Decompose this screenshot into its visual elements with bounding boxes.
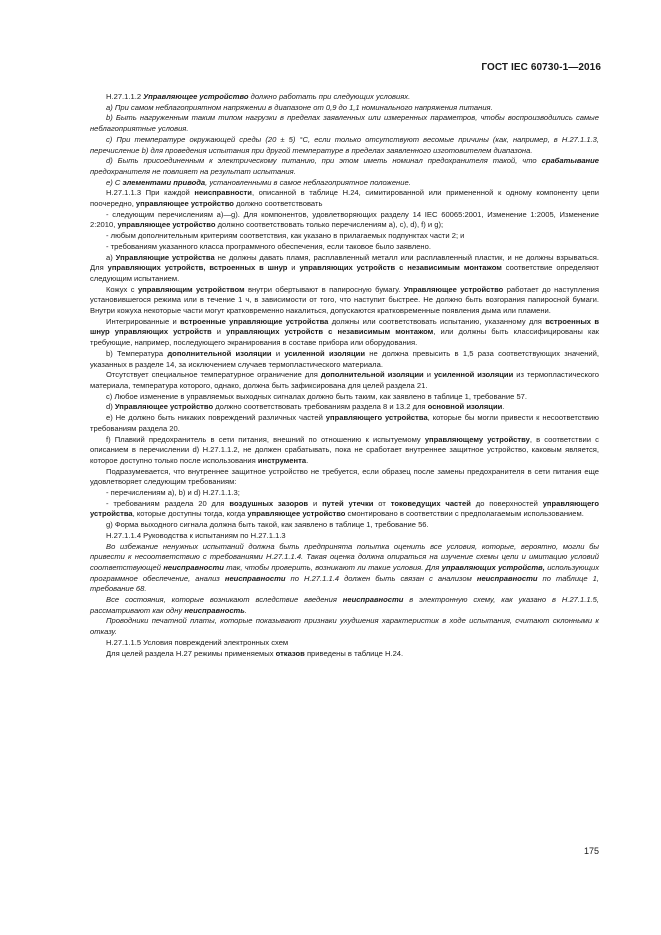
text-run: b) Температура — [106, 348, 168, 358]
text-run: по Н.27.1.1.4 должен быть связан с анализом — [285, 573, 477, 583]
text-run: Проводники печатной платы, которые показывают признаки ухудшения характеристик в ходе испытания, считают склонными к отказу. — [90, 616, 599, 637]
text-run: . — [502, 402, 505, 412]
paragraph — [90, 210, 599, 231]
term-bold: Управляющие устройства — [115, 252, 215, 262]
text-run: приведены в таблице Н.24. — [304, 648, 404, 658]
text-run: от — [373, 498, 391, 508]
text-run: не должны давать пламя, расплавленный металл или расплавленный пластик, и не должны взрываться. Для — [90, 252, 599, 273]
paragraph — [90, 413, 599, 434]
term-bold: инструмента — [257, 455, 307, 465]
text-run: е) Не должно быть никаких повреждений различных частей — [106, 413, 326, 423]
text-run: соответствие определяют следующим испытанием. — [90, 263, 599, 283]
text-run: так, чтобы проверить, возникают ли такие условия. Для — [223, 562, 442, 572]
term-bold: усиленной изоляции — [433, 370, 514, 380]
paragraph — [90, 542, 599, 596]
paragraph — [90, 92, 599, 103]
document-header: ГОСТ IEC 60730-1—2016 — [481, 62, 601, 73]
paragraph — [90, 392, 599, 403]
term-bold: управляющего устройства — [325, 413, 428, 423]
text-run: а) При самом неблагоприятном напряжении в диапазоне от 0,9 до 1,1 номинального напряжения питания. — [106, 102, 493, 112]
term-bold: путей утечки — [322, 498, 374, 508]
term-bold: дополнительной изоляции — [320, 370, 424, 380]
paragraph — [90, 349, 599, 370]
text-run: из термопластического материала, температура которого, однако, должна быть зафиксирована для целей раздела 21. — [90, 370, 599, 390]
term-bold: неисправности — [342, 595, 404, 605]
text-run: Н.27.1.1.2 — [106, 92, 144, 101]
paragraph — [90, 402, 599, 413]
term-bold: Управляющее устройство — [143, 92, 249, 101]
text-run: с) При температуре окружающей среды (20 ± 5) °С, если только отсутствуют весомые причины (как, например, в Н.27.1.1.3, перечисление b) для проведения испытания при другой температуре в пределах заявленного изготовителем диапазона. — [90, 134, 599, 155]
term-bold: отказов — [275, 648, 305, 658]
term-bold: управляющих устройств с независимым монтажом — [299, 263, 502, 273]
term-bold: токоведущих частей — [390, 498, 471, 508]
paragraph — [90, 135, 599, 156]
paragraph — [90, 188, 599, 209]
term-bold: встроенные управляющие устройства — [180, 316, 329, 326]
text-run: Все состояния, которые возникают вследствие введения — [106, 595, 343, 605]
text-run: . — [306, 455, 309, 465]
term-bold: управляющих устройств, — [441, 562, 545, 572]
text-run: . — [244, 605, 247, 615]
text-run: - перечислениям а), b) и d) Н.27.1.1.3; — [106, 488, 240, 498]
text-run: , установленными в самое неблагоприятное положение. — [205, 177, 411, 187]
term-bold: управляющему устройству — [424, 434, 530, 444]
document-body — [90, 92, 599, 659]
paragraph — [90, 520, 599, 531]
text-run: смонтировано в соответствии с предполагаемым использованием. — [345, 509, 584, 519]
page-number: 175 — [583, 846, 599, 856]
text-run: Н.27.1.1.4 Руководства к испытаниям по Н.27.1.1.3 — [106, 530, 286, 540]
paragraph — [90, 317, 599, 349]
paragraph — [90, 638, 599, 649]
term-bold: неисправности — [476, 573, 538, 583]
paragraph — [90, 242, 599, 253]
term-bold: элементами привода — [122, 177, 206, 187]
text-run: и — [271, 348, 285, 358]
text-run: должны или соответствовать испытанию, указанному для — [328, 316, 546, 326]
text-run: - любым дополнительным критериям соответствия, как указано в прилагаемых подпунктах части 2; и — [106, 231, 465, 241]
text-run: Во избежание ненужных испытаний должна быть предпринята попытка оценить все условия, которые, вероятно, могли бы привести к несоответствию с требованиями Н.27.1.1.4. Такая оценка должна опираться на изучение схемы цепи и имитацию условий соответствующей — [90, 541, 599, 572]
term-bold: срабатывание — [541, 156, 599, 166]
text-run: , описанной в таблице Н.24, симитированной или примененной к одному компоненту цепи поочередно, — [90, 188, 599, 209]
paragraph — [90, 435, 599, 467]
paragraph — [90, 113, 599, 134]
text-run: предохранителя не повлияет на результат испытания. — [90, 166, 296, 176]
text-run: - требованиям раздела 20 для — [106, 498, 230, 508]
text-run: Подразумевается, что внутреннее защитное устройство не требуется, если образец после замены предохранителя в сети питания еще удовлетворяет следующим требованиям: — [90, 466, 599, 487]
term-bold: неисправность — [184, 605, 245, 615]
paragraph — [90, 285, 599, 317]
paragraph — [90, 616, 599, 637]
term-bold: дополнительной изоляции — [167, 348, 272, 358]
text-run: не должна превысить в 1,5 раза соответствующих значений, указанных в разделе 14, за исключением случаев термопластического материала. — [90, 348, 599, 369]
text-run: должно соответствовать только перечислениям а), с), d), f) и g); — [215, 220, 444, 230]
text-run: Отсутствует специальное температурное ограничение для — [106, 370, 321, 380]
text-run: по таблице 1, требование 68. — [90, 573, 599, 594]
text-run: в электронную схему, как указано в Н.27.1.1.5, рассматривают как одну — [90, 595, 600, 615]
text-run: использующих программное обеспечение, анализ — [90, 562, 599, 583]
paragraph — [90, 467, 599, 488]
text-run: а) — [106, 252, 116, 262]
paragraph — [90, 531, 599, 542]
term-bold: основной изоляции — [427, 402, 503, 412]
paragraph — [90, 253, 599, 285]
text-run: Н.27.1.1.5 Условия повреждений электронных схем — [106, 637, 289, 647]
text-run: и — [287, 263, 300, 273]
paragraph — [90, 649, 599, 660]
paragraph — [90, 231, 599, 242]
text-run: и — [211, 327, 227, 337]
term-bold: неисправности — [163, 562, 224, 572]
text-run: f) Плавкий предохранитель в сети питания, внешний по отношению к испытуемому — [106, 434, 425, 444]
text-run: , которые доступны тогда, когда — [132, 509, 248, 519]
text-run: и — [423, 370, 434, 380]
text-run: е) С — [106, 177, 123, 187]
paragraph — [90, 499, 599, 520]
term-bold: Управляющее устройство — [114, 402, 214, 412]
text-run: , или должны быть классифицированы как требующие, например, последующего экранирования в составе прибора или оборудования. — [90, 327, 600, 348]
paragraph — [90, 103, 599, 114]
text-run: внутри обертывают в папиросную бумагу. — [244, 284, 404, 294]
term-bold: управляющим устройством — [137, 284, 245, 294]
text-run: b) Быть нагруженным таким типом нагрузки в пределах заявленных или измеренных параметров, чтобы воспроизводились самые неблагоприятные условия. — [90, 113, 599, 134]
term-bold: управляющее устройство — [247, 509, 346, 519]
term-bold: встроенных в шнур управляющих устройств — [90, 316, 599, 337]
paragraph — [90, 595, 599, 616]
paragraph — [90, 488, 599, 499]
text-run: и — [308, 498, 323, 508]
text-run: Для целей раздела Н.27 режимы применяемых — [106, 648, 276, 658]
term-bold: управляющее устройство — [117, 220, 216, 230]
term-bold: Управляющее устройство — [403, 284, 504, 294]
paragraph — [90, 156, 599, 177]
paragraph — [90, 370, 599, 391]
text-run: g) Форма выходного сигнала должна быть такой, как заявлено в таблице 1, требование 56. — [106, 520, 429, 530]
term-bold: усиленной изоляции — [284, 348, 365, 358]
text-run: , в соответствии с описанием в перечислении d) Н.27.1.1.2, не должен срабатывать, пока не сработает внутреннее защитное устройство, каковым является, которое доступно только после использования — [90, 434, 599, 465]
term-bold: управляющее устройство — [135, 199, 234, 209]
text-run: Интегрированные и — [106, 316, 181, 326]
paragraph — [90, 178, 599, 189]
text-run: , которые бы могли привести к несоответствию требованиям раздела 20. — [90, 413, 599, 433]
text-run: работает до наступления установившегося режима или в течение 1 ч, в зависимости от того, что наступит быстрее. Не должно быть возгорания папиросной бумаги. Внутри кожуха некоторые части могут кратковременно накалиться, допускаются кратковременные появления дыма или пламени. — [90, 284, 599, 316]
term-bold: неисправности — [224, 573, 286, 583]
text-run: Н.27.1.1.3 При каждой — [106, 188, 195, 198]
text-run: с) Любое изменение в управляемых выходных сигналах должно быть таким, как заявлено в таблице 1, требование 57. — [106, 391, 528, 401]
text-run: до поверхностей — [470, 498, 543, 508]
text-run: Кожух с — [106, 284, 138, 294]
term-bold: управляющих устройств, встроенных в шнур — [107, 263, 288, 273]
text-run: - требованиям указанного класса программного обеспечения, если таковое было заявлено. — [106, 241, 431, 251]
text-run: d) Быть присоединенным к электрическому питанию, при этом иметь номинал предохранителя такой, что — [106, 156, 542, 166]
text-run: - следующим перечислениям а)—g). Для компонентов, удовлетворяющих разделу 14 IEC 60065:2001, Изменение 1:2005, Изменение 2:2010, — [90, 209, 599, 230]
text-run: должно соответствовать требованиям раздела 8 и 13.2 для — [213, 402, 428, 412]
term-bold: управляющих устройств с независимым монтажом — [226, 327, 434, 337]
text-run: должно работать при следующих условиях. — [248, 92, 411, 101]
text-run: d) — [106, 402, 115, 412]
term-bold: воздушных зазоров — [229, 498, 309, 508]
text-run: должно соответствовать — [233, 199, 323, 209]
term-bold: неисправности — [194, 188, 252, 198]
term-bold: управляющего устройства — [90, 498, 599, 519]
